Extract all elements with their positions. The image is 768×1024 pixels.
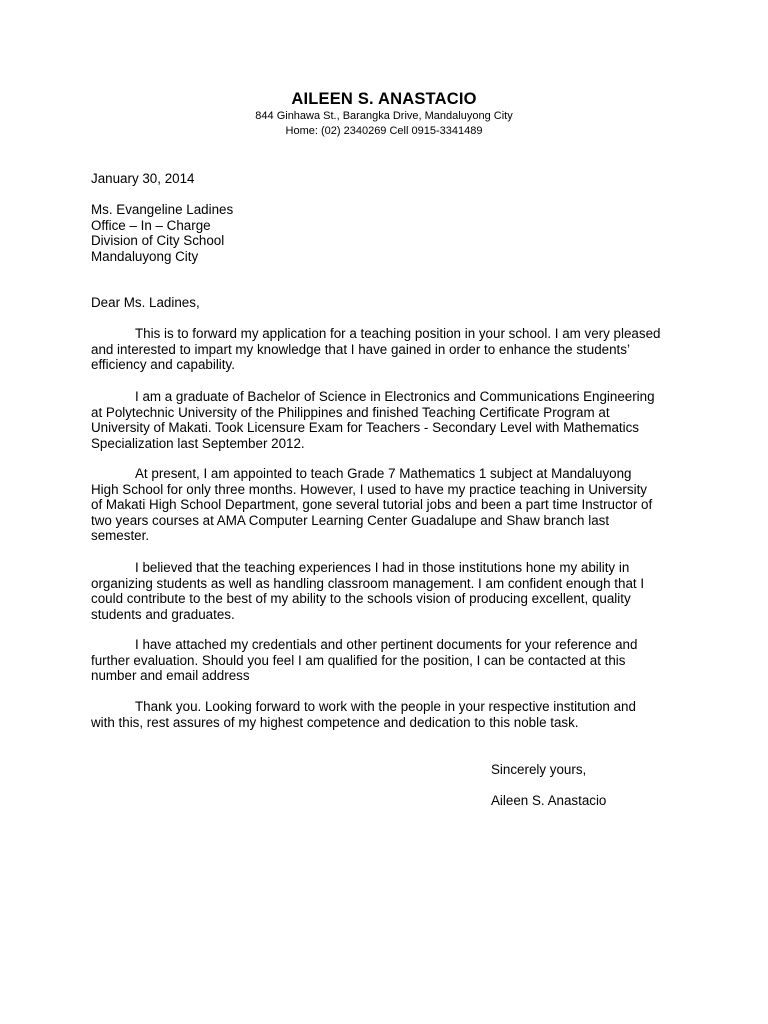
recipient-title: Office – In – Charge	[91, 217, 211, 233]
letterhead	[0, 89, 768, 139]
letter-date: January 30, 2014	[91, 171, 195, 186]
paragraph-4	[91, 560, 691, 622]
paragraph-line: students and graduates.	[91, 606, 235, 622]
salutation: Dear Ms. Ladines,	[91, 295, 200, 310]
paragraph-line: with this, rest assures of my highest competence and dedication to this noble task.	[91, 714, 579, 730]
recipient-name: Ms. Evangeline Ladines	[91, 202, 234, 217]
signature-name: Aileen S. Anastacio	[491, 793, 607, 808]
sender-address: 844 Ginhawa St., Barangka Drive, Mandaluyong City	[255, 110, 513, 122]
paragraph-line: I have attached my credentials and other pertinent documents for your reference and	[135, 637, 638, 652]
paragraph-1	[91, 326, 691, 373]
paragraph-line: I believed that the teaching experiences I had in those institutions hone my ability in	[135, 560, 630, 575]
paragraph-line: High School for only three months. However, I used to have my practice teaching in University	[91, 481, 647, 497]
paragraph-line: At present, I am appointed to teach Grade 7 Mathematics 1 subject at Mandaluyong	[135, 466, 632, 481]
paragraph-line: and interested to impart my knowledge that I have gained in order to enhance the students’	[91, 341, 630, 357]
paragraph-line: efficiency and capability.	[91, 357, 235, 373]
closing-phrase: Sincerely yours,	[491, 762, 587, 777]
paragraph-line: could contribute to the best of my ability to the schools vision of producing excellent, quality	[91, 591, 631, 607]
sender-phone: Home: (02) 2340269 Cell 0915-3341489	[285, 125, 483, 137]
paragraph-line: of Makati High School Department, gone several tutorial jobs and been a part time Instructor of	[91, 497, 653, 513]
paragraph-line: Specialization last September 2012.	[91, 435, 305, 451]
recipient-block	[91, 202, 691, 264]
recipient-city: Mandaluyong City	[91, 248, 199, 264]
paragraph-2	[91, 389, 691, 451]
sender-name: AILEEN S. ANASTACIO	[291, 90, 477, 108]
paragraph-line: I am a graduate of Bachelor of Science in Electronics and Communications Engineering	[135, 389, 655, 404]
paragraph-line: University of Makati. Took Licensure Exam for Teachers - Secondary Level with Mathematics	[91, 420, 640, 436]
paragraph-line: organizing students as well as handling classroom management. I am confident enough that I	[91, 575, 645, 591]
paragraph-line: This is to forward my application for a teaching position in your school. I am very pleased	[135, 326, 661, 341]
recipient-division: Division of City School	[91, 233, 225, 249]
paragraph-3	[91, 466, 691, 544]
paragraph-6	[91, 699, 691, 730]
paragraph-line: further evaluation. Should you feel I am qualified for the position, I can be contacted at this	[91, 652, 626, 668]
paragraph-line: at Polytechnic University of the Philippines and finished Teaching Certificate Program at	[91, 404, 610, 420]
paragraph-line: number and email address	[91, 668, 250, 684]
paragraph-5	[91, 637, 691, 684]
paragraph-line: two years courses at AMA Computer Learning Center Guadalupe and Shaw branch last	[91, 512, 610, 528]
paragraph-line: semester.	[91, 528, 150, 544]
paragraph-line: Thank you. Looking forward to work with the people in your respective institution and	[135, 699, 636, 714]
